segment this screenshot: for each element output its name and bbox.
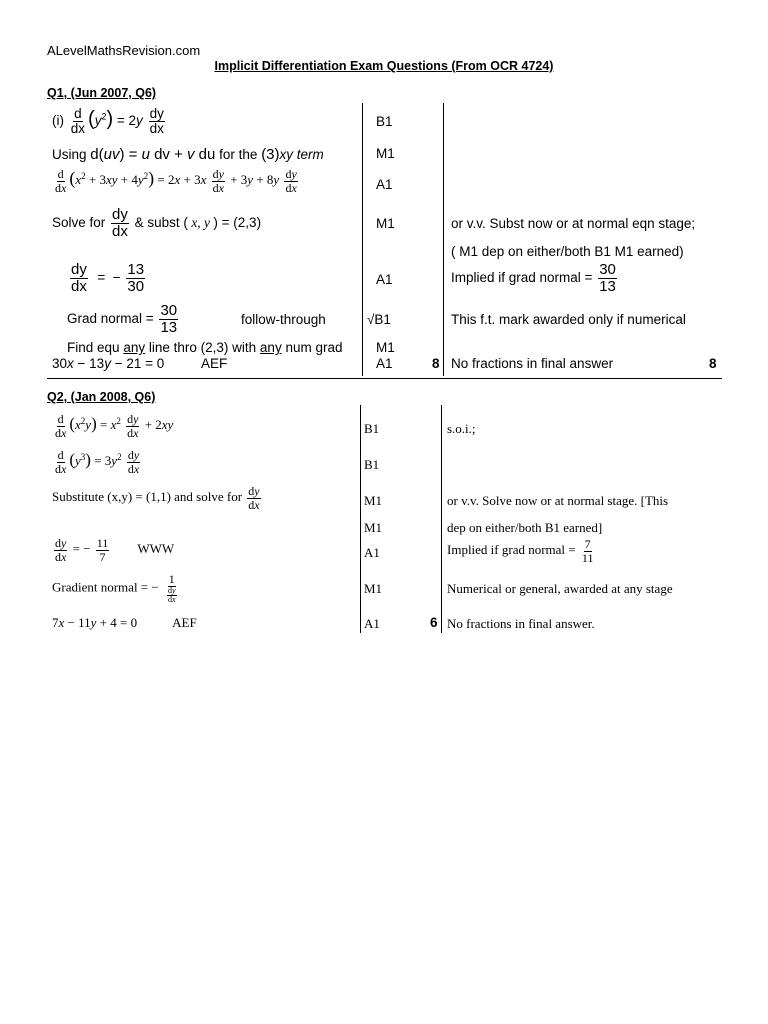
q1-comment-4: This f.t. mark awarded only if numerical: [451, 312, 686, 327]
q1-marks-divider: [362, 103, 363, 376]
text-num-grad: num grad: [285, 340, 343, 355]
q1-comment-3: Implied if grad normal = $\frac{30}{13}$: [451, 261, 616, 295]
q1-mark-1: B1: [376, 114, 393, 129]
part-label: (i): [52, 113, 64, 129]
q2-comments-divider: [441, 405, 442, 633]
q1-heading: Q1, (Jun 2007, Q6): [47, 86, 157, 100]
q2-heading: Q2, (Jan 2008, Q6): [47, 390, 156, 404]
q1-total-mark: 8: [432, 356, 440, 371]
text-subst: & subst (: [134, 214, 188, 230]
text-implied: Implied if grad normal =: [447, 542, 576, 558]
q1-line-2: Using d(uv) = u dv + v du for the (3)xy term: [52, 146, 324, 163]
q1-total-right: 8: [709, 356, 717, 371]
text-follow-through: follow-through: [241, 312, 326, 327]
q2-comment-5: Numerical or general, awarded at any stage: [447, 581, 673, 596]
text-point: ) = (2,3): [213, 214, 262, 230]
q2-mark-5: A1: [364, 545, 380, 560]
q1-line-6: Grad normal = $\frac{30}{13}$: [67, 302, 178, 336]
q2-marks-divider: [360, 405, 361, 633]
text-www: WWW: [137, 541, 175, 557]
document-title: Implicit Differentiation Exam Questions (From OCR 4724): [214, 59, 554, 73]
q1-line-7: [67, 340, 343, 355]
q2-line-5: Gradient normal = − $\frac{1}{\frac{dy}{dx}}$: [52, 572, 176, 604]
q1-mark-4: M1: [376, 216, 395, 231]
q1-line-8: 30x − 13y − 21 = 0 AEF: [52, 356, 228, 371]
q1-mark-7: M1: [376, 340, 395, 355]
q2-comment-1: s.o.i.;: [447, 421, 476, 436]
text-gradient-normal: Gradient normal =: [52, 579, 149, 595]
q2-line-6: 7x − 11y + 4 = 0 AEF: [52, 615, 197, 630]
text-grad-normal: Grad normal =: [67, 310, 154, 326]
q1-comment-5: No fractions in final answer: [451, 356, 614, 371]
q1-line-3: $\frac{d}{dx}$ $(x^2 + 3xy + 4y^2) = 2x + 3x$ $\frac{dy}{dx}$ + 3y + 8y $\frac{dy}{dx}$: [55, 167, 297, 195]
q1-mark-6: √B1: [367, 312, 391, 327]
text-aef: AEF: [172, 615, 197, 630]
q1-comment-1: or v.v. Subst now or at normal eqn stage;: [451, 216, 696, 231]
math-dy-dx: $\frac{dy}{dx}$: [149, 106, 164, 137]
text-substitute: Substitute (x,y) = (1,1) and solve for: [52, 489, 243, 505]
q1-mark-5: A1: [376, 272, 393, 287]
q2-comment-6: No fractions in final answer.: [447, 616, 595, 631]
q1-mark-8: A1: [376, 356, 393, 371]
q1-line-1: (i) $\frac{d}{dx}$ $(y^2) = 2y$ $\frac{dy}{dx}$: [52, 106, 164, 137]
q2-comment-2: or v.v. Solve now or at normal stage. [This: [447, 493, 669, 508]
text-solve-for: Solve for: [52, 214, 106, 230]
q2-line-1: $\frac{d}{dx}$ $(x^2y) = x^2$ $\frac{dy}{dx}$ + 2xy: [55, 412, 174, 440]
text-any-1: any: [123, 340, 146, 355]
text-implied: Implied if grad normal =: [451, 269, 593, 285]
q2-mark-4: M1: [364, 520, 383, 535]
q1-line-5: $\frac{dy}{dx}$ = − $\frac{13}{30}$: [71, 261, 145, 295]
site-name: ALevelMathsRevision.com: [47, 43, 201, 58]
text-line-thro: line thro (2,3) with: [148, 340, 257, 355]
q2-line-2: $\frac{d}{dx}$ $(y^3) = 3y^2$ $\frac{dy}{dx}$: [55, 448, 140, 476]
text-using: Using: [52, 147, 87, 162]
q1-comments-divider: [443, 103, 444, 376]
q1-bottom-rule: [47, 378, 722, 379]
q2-mark-2: B1: [364, 457, 380, 472]
text-aef: AEF: [201, 356, 228, 371]
text-for-the: for the: [219, 147, 258, 162]
q1-mark-3: A1: [376, 177, 393, 192]
q2-mark-7: A1: [364, 616, 380, 631]
q2-mark-6: M1: [364, 581, 383, 596]
q2-line-4: $\frac{dy}{dx}$ = − $\frac{11}{7}$ WWW: [55, 536, 175, 564]
q1-line-4: Solve for $\frac{dy}{dx}$ & subst ( x, y ) = (2,3): [52, 206, 262, 240]
q2-total-mark: 6: [430, 615, 438, 630]
text-xy-term: xy term: [279, 147, 324, 162]
text-any-2: any: [259, 340, 282, 355]
q2-comment-4: Implied if grad normal = $\frac{7}{11}$: [447, 537, 594, 565]
q2-mark-1: B1: [364, 421, 380, 436]
q2-comment-3: dep on either/both B1 earned]: [447, 520, 603, 535]
text-find-equ: Find equ: [67, 340, 120, 355]
q1-mark-2: M1: [376, 146, 395, 161]
q1-comment-2: ( M1 dep on either/both B1 M1 earned): [451, 244, 684, 259]
q2-line-3: Substitute (x,y) = (1,1) and solve for $\frac{dy}{dx}$: [52, 484, 260, 512]
math-d-dx: $\frac{d}{dx}$: [70, 106, 86, 137]
q2-mark-3: M1: [364, 493, 383, 508]
